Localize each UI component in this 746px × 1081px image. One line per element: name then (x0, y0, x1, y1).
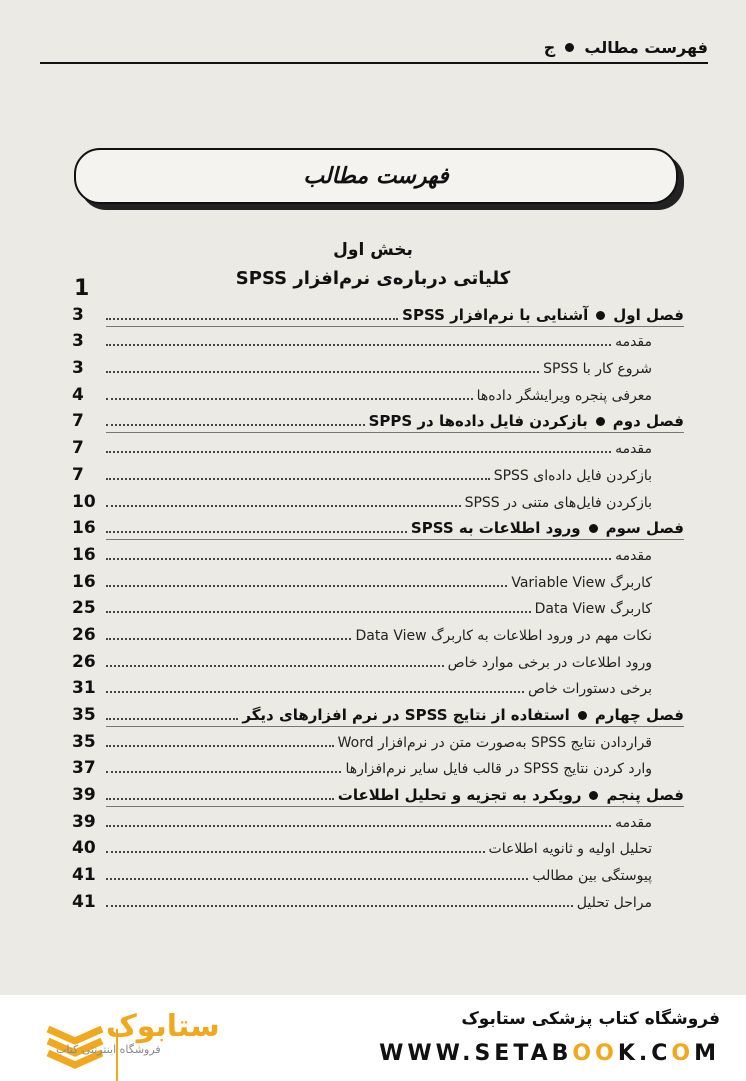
toc-section-row (72, 594, 684, 621)
page-number: 39 (72, 811, 96, 832)
dot-leader (106, 344, 611, 346)
bullet-icon (589, 791, 598, 800)
toc-section-row (72, 327, 684, 354)
section-title: وارد کردن نتایج SPSS در قالب فایل سایر نرم‌افزارها (345, 761, 652, 778)
chapter-number: فصل اول (613, 305, 684, 324)
logo-subtitle: فروشگاه اینترنتی کتاب (56, 1043, 161, 1056)
chapter-heading (338, 786, 684, 807)
dot-leader (106, 424, 365, 426)
dot-leader (106, 798, 334, 800)
section-title: مقدمه (615, 814, 652, 831)
dot-leader (106, 718, 238, 720)
section-title: معرفی پنجره ویرایشگر داده‌ها (476, 387, 652, 404)
toc-section-row (72, 834, 684, 861)
toc-section-row (72, 620, 684, 647)
dot-leader (106, 665, 444, 667)
chapter-title: آشنایی با نرم‌افزار SPSS (402, 305, 589, 324)
dot-leader (106, 878, 528, 880)
section-title: برخی دستورات خاص (528, 681, 652, 698)
page-number: 26 (72, 624, 96, 645)
part-page-number: 1 (74, 276, 90, 301)
bullet-icon (596, 417, 605, 426)
dot-leader (106, 825, 611, 827)
section-title: کاربرگ Variable View (511, 574, 652, 591)
page-number: 7 (72, 438, 84, 459)
dot-leader (106, 558, 611, 560)
toc-chapter-row (72, 407, 684, 434)
page-number: 41 (72, 865, 96, 886)
dot-leader (106, 611, 531, 613)
page-number: 3 (72, 304, 84, 325)
chapter-title: استفاده از نتایج SPSS در نرم افزارهای دیگر (242, 706, 570, 724)
page-number: 40 (72, 838, 96, 859)
page-number: 16 (72, 518, 96, 539)
dot-leader (106, 638, 351, 640)
dot-leader (106, 585, 507, 587)
page-number: 41 (72, 891, 96, 912)
toc-section-row (72, 567, 684, 594)
toc-chapter-row (72, 514, 684, 541)
page-number: 39 (72, 785, 96, 806)
shop-url[interactable]: WWW.SETABOOK.COM (379, 1041, 720, 1066)
page-number: 3 (72, 331, 84, 352)
toc-section-row (72, 860, 684, 887)
footer-banner (0, 995, 746, 1080)
shop-name: فروشگاه کتاب پزشکی ستابوک (461, 1009, 720, 1029)
dot-leader (106, 398, 473, 400)
toc-section-row (72, 674, 684, 701)
page-number: 26 (72, 651, 96, 672)
part-label: بخش اول (333, 240, 413, 260)
section-title: مقدمه (615, 334, 652, 351)
dot-leader (106, 505, 461, 507)
section-title: تحلیل اولیه و ثانویه اطلاعات (488, 841, 652, 858)
page-number: 31 (72, 678, 96, 699)
toc-section-row (72, 887, 684, 914)
page-letter: ج (543, 37, 556, 57)
section-title: مقدمه (615, 547, 652, 564)
dot-leader (106, 905, 573, 907)
section-title: نکات مهم در ورود اطلاعات به کاربرگ Data View (355, 627, 652, 644)
logo-text: ستابوک (106, 1009, 220, 1044)
dot-leader (106, 318, 398, 320)
toc-section-row (72, 460, 684, 487)
section-title: بازکردن فایل داده‌ای SPSS (493, 467, 652, 484)
section-title: مراحل تحلیل (576, 894, 652, 911)
dot-leader (106, 851, 485, 853)
toc-section-row (72, 754, 684, 781)
section-title: قراردادن نتایج SPSS به‌صورت متن در نرم‌افزار Word (337, 734, 652, 751)
toc-chapter-row (72, 300, 684, 327)
chapter-number: فصل دوم (612, 412, 684, 431)
dot-leader (106, 745, 334, 747)
page-number: 10 (72, 491, 96, 512)
dot-leader (106, 371, 539, 373)
toc-list (72, 300, 684, 914)
page-number: 3 (72, 358, 84, 379)
chapter-heading (369, 412, 684, 433)
page-number: 35 (72, 705, 96, 725)
section-title: شروع کار با SPSS (543, 361, 652, 378)
section-title: بازکردن فایل‌های متنی در SPSS (464, 494, 652, 511)
dot-leader (106, 531, 407, 533)
bullet-icon (589, 524, 598, 533)
page-number: 37 (72, 758, 96, 779)
section-title: ورود اطلاعات در برخی موارد خاص (447, 654, 652, 671)
running-head-title: فهرست مطالب (584, 37, 708, 57)
toc-chapter-row (72, 780, 684, 807)
toc-section-row (72, 380, 684, 407)
bullet-icon (578, 711, 587, 720)
part-title: کلیاتی درباره‌ی نرم‌افزار SPSS (235, 268, 511, 289)
toc-chapter-row (72, 700, 684, 727)
toc-title: فهرست مطالب (303, 163, 449, 189)
bullet-icon (565, 43, 574, 52)
section-title: کاربرگ Data View (534, 601, 652, 618)
chapter-number: فصل چهارم (594, 706, 684, 724)
toc-section-row (72, 433, 684, 460)
header-rule (40, 62, 708, 64)
bullet-icon (596, 311, 605, 320)
section-title: مقدمه (615, 441, 652, 458)
page-number: 35 (72, 731, 96, 752)
chapter-title: ورود اطلاعات به SPSS (410, 519, 581, 538)
chapter-heading (242, 706, 684, 727)
section-title: پیوستگی بین مطالب (532, 868, 652, 885)
toc-section-row (72, 353, 684, 380)
toc-section-row (72, 647, 684, 674)
chapter-number: فصل سوم (605, 519, 684, 538)
chapter-number: فصل پنجم (606, 786, 684, 805)
page-number: 16 (72, 571, 96, 592)
toc-section-row (72, 487, 684, 514)
dot-leader (106, 478, 490, 480)
chapter-title: رویکرد به تجزیه و تحلیل اطلاعات (337, 786, 582, 805)
page-number: 16 (72, 544, 96, 565)
page-number: 7 (72, 464, 84, 485)
chapter-title: بازکردن فایل داده‌ها در SPPS (368, 412, 588, 431)
toc-section-row (72, 540, 684, 567)
dot-leader (106, 771, 341, 773)
chapter-heading (402, 306, 684, 327)
running-head (40, 34, 708, 60)
page-number: 25 (72, 598, 96, 619)
dot-leader (106, 451, 611, 453)
page-number: 7 (72, 411, 84, 432)
toc-section-row (72, 807, 684, 834)
toc-section-row (72, 727, 684, 754)
dot-leader (106, 691, 524, 693)
toc-title-box (74, 148, 678, 204)
page-number: 4 (72, 384, 84, 405)
chapter-heading (411, 519, 684, 540)
